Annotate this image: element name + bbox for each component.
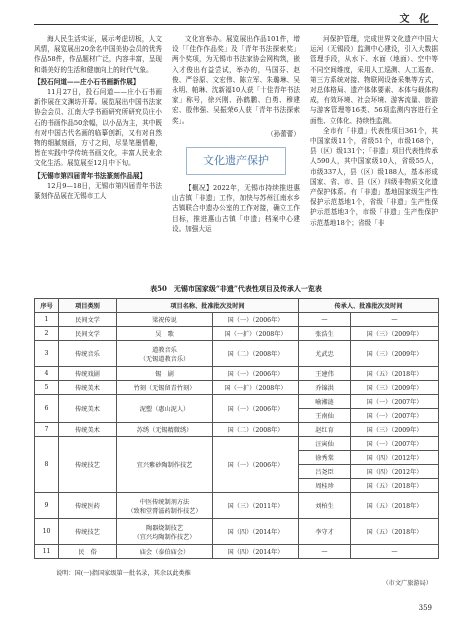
cell-item-batch: 国（四）（2014年） bbox=[213, 519, 299, 545]
article-heading: 【投石问道——庄小石书画新作展】 bbox=[34, 77, 140, 86]
author-byline: （孙蕾蕾） bbox=[267, 129, 300, 138]
paragraph: 文化宫举办。展览展出作品101件，增设「「佳作作品奖」及「青年书法探索奖」两个奖项，为无锡市书法家协会网构筑，嵌入才俊出有益尝试，举办的，马国芬、赵俊、严谷原、文宏伟、陈立军、朱璐琳、吴永明、帕琳、沈新福10人获「十佳青年书法家」称号，徐兴刚、孙鹤鹏、白勇、穆建宏、殷伟强、吴振荣6人获「青年书法探索奖」。 bbox=[172, 35, 300, 125]
table-row bbox=[35, 395, 439, 409]
cell-item-name: 泥塑（惠山泥人） bbox=[117, 395, 213, 423]
table-row bbox=[35, 423, 439, 437]
cell-inheritor-batch: 国（四）（2012年） bbox=[351, 465, 439, 479]
cell-item-batch: 国（二）（2008年） bbox=[213, 423, 299, 437]
cell-item-name: 庙会（泰伯庙会） bbox=[117, 545, 213, 559]
cell-inheritor-batch: 国（一）（2007年） bbox=[351, 395, 439, 409]
cell-category: 传统美术 bbox=[59, 423, 117, 437]
cell-category: 传统戏剧 bbox=[59, 367, 117, 381]
cell-inheritor-batch: 国（三）（2009年） bbox=[351, 341, 439, 367]
cell-number: 11 bbox=[35, 545, 59, 559]
cell-item-batch: 国（一扩）（2008年） bbox=[213, 381, 299, 395]
heritage-table bbox=[34, 298, 439, 559]
section-title: 文 化 bbox=[399, 14, 432, 25]
table-row bbox=[35, 313, 439, 327]
header-cell: 项目名称、批准批次及时间 bbox=[117, 299, 299, 313]
source-credit: （市文广旅游局） bbox=[382, 580, 432, 587]
cell-inheritor: 喻湘涟 bbox=[299, 395, 351, 409]
paragraph: 11月27日，投石问道——庄小石书画新作展在文渊坊开幕。展览展出中国书法家协会会员、江南大学书画研究所研究员庄小石的书画作品50余幅，以小品为主，其中既有对中国古代名画的临摹创新，又有对自然物的细腻刻画，方寸之间，尽显笔墨情趣，皆在实践中学传统书画文化，丰富人民业余文化生活。展览展至12月中下旬。 bbox=[34, 88, 162, 168]
cell-inheritor-batch: 国（三）（2009年） bbox=[351, 423, 439, 437]
cell-number: 8 bbox=[35, 437, 59, 493]
cell-inheritor-batch: 国（五）（2018年） bbox=[351, 479, 439, 493]
cell-item-batch: 国（一）（2006年） bbox=[213, 395, 299, 423]
cell-item-batch: 国（一）（2006年） bbox=[213, 437, 299, 493]
cell-inheritor: 周桂珍 bbox=[299, 479, 351, 493]
cell-item-name: 苏绣（无锡精微绣） bbox=[117, 423, 213, 437]
cell-category: 传统医药 bbox=[59, 493, 117, 519]
table-header-row bbox=[35, 299, 439, 313]
paragraph: 【概况】2022年，无锡市持续推进惠山古镇「非遗」工作，加快与苏州江南水乡古镇联合申遗办公室的工作对接，确立工作目标，推进惠山古镇「申遗」档案中心建设。加强大运 bbox=[172, 184, 300, 233]
cell-item-name: 锡 剧 bbox=[117, 367, 213, 381]
cell-item-name: 道教音乐 （无锡道教音乐） bbox=[117, 341, 213, 367]
table-body bbox=[35, 313, 439, 559]
cell-item-batch: 国（一）（2006年） bbox=[213, 313, 299, 327]
cell-number: 6 bbox=[35, 395, 59, 423]
cell-category: 民间文学 bbox=[59, 327, 117, 341]
cell-inheritor: 李守才 bbox=[299, 519, 351, 545]
text-columns bbox=[34, 34, 438, 274]
cell-category: 民 俗 bbox=[59, 545, 117, 559]
cell-inheritor: — bbox=[299, 313, 351, 327]
cell-inheritor: 张浩生 bbox=[299, 327, 351, 341]
cell-inheritor: 刘柏生 bbox=[299, 493, 351, 519]
cell-category: 传统音乐 bbox=[59, 341, 117, 367]
cell-item-batch: 国（一扩）（2008年） bbox=[213, 327, 299, 341]
cell-inheritor-batch: 国（三）（2009年） bbox=[351, 381, 439, 395]
column-right bbox=[310, 34, 438, 228]
table-row bbox=[35, 327, 439, 341]
table-row bbox=[35, 519, 439, 545]
cell-item-name: 竹刻（无锡留青竹刻） bbox=[117, 381, 213, 395]
cell-item-name: 陶器烧制技艺 （宜兴均陶制作技艺） bbox=[117, 519, 213, 545]
cell-item-batch: 国（二）（2008年） bbox=[213, 341, 299, 367]
table-caption: 表50 无锡市国家级“非遗”代表性项目及传承人一览表 bbox=[150, 284, 322, 293]
article-heading: 【无锡市第四届青年书法篆刻作品展】 bbox=[34, 171, 147, 180]
paragraph: 全市有「非遗」代表性项目361个，其中国家级11个，省级51个，市级168个，县（区）级131个；「非遗」项目代表性传承人590人，其中国家级10人，省级55人，市级337人，县（区）级188人，基本形成国家、省、市、县（区）四级非物质文化遗产保护体系。有「非遗」基地国家级生产性保护示范基地1个，省级「非遗」生产性保护示范基地3个，市级「非遗」生产性保护示范基地18个；省级「非 bbox=[310, 126, 438, 227]
cell-category: 传统美术 bbox=[59, 381, 117, 395]
cell-number: 4 bbox=[35, 367, 59, 381]
cell-inheritor-batch: 国（一）（2007年） bbox=[351, 409, 439, 423]
header-rule bbox=[34, 24, 438, 25]
cell-category: 传统技艺 bbox=[59, 519, 117, 545]
cell-number: 1 bbox=[35, 313, 59, 327]
cell-inheritor: 赵红育 bbox=[299, 423, 351, 437]
cell-category: 民间文学 bbox=[59, 313, 117, 327]
paragraph: 海人民生活实证，展示考虑切板，人文风情，展览展出20余名中国美协会员的优秀作品58件，作品题材广泛，内容丰富，呈现和谐美好的生活和健康向上的时代气象。 bbox=[34, 35, 162, 74]
cell-inheritor-batch: 国（五）（2018年） bbox=[351, 367, 439, 381]
page-number: 359 bbox=[418, 604, 432, 612]
cell-inheritor-batch: 国（五）（2018年） bbox=[351, 493, 439, 519]
cell-inheritor-batch: 国（一）（2007年） bbox=[351, 437, 439, 451]
cell-inheritor-batch: 国（四）（2012年） bbox=[351, 451, 439, 465]
cell-inheritor: 徐秀棠 bbox=[299, 451, 351, 465]
table-row bbox=[35, 381, 439, 395]
cell-inheritor: — bbox=[299, 545, 351, 559]
table-row bbox=[35, 545, 439, 559]
cell-item-batch: 国（一）（2006年） bbox=[213, 367, 299, 381]
table-row bbox=[35, 493, 439, 519]
cell-inheritor-batch: 国（三）（2009年） bbox=[351, 327, 439, 341]
cell-category: 传统美术 bbox=[59, 395, 117, 423]
cell-number: 2 bbox=[35, 327, 59, 341]
cell-inheritor-batch: — bbox=[351, 545, 439, 559]
cell-inheritor: 汪寅仙 bbox=[299, 437, 351, 451]
cell-item-name: 梁祝传说 bbox=[117, 313, 213, 327]
cell-item-batch: 国（三）（2011年） bbox=[213, 493, 299, 519]
cell-inheritor-batch: 国（五）（2018年） bbox=[351, 519, 439, 545]
header-cell: 传承人、批准批次及时间 bbox=[299, 299, 439, 313]
column-middle bbox=[172, 34, 300, 234]
cell-inheritor: 尤武忠 bbox=[299, 341, 351, 367]
cell-number: 9 bbox=[35, 493, 59, 519]
cell-number: 7 bbox=[35, 423, 59, 437]
table-note: 说明：国(一)指国家级第一批名录，其余以此类推 bbox=[56, 570, 191, 577]
cell-category: 传统技艺 bbox=[59, 437, 117, 493]
cell-number: 5 bbox=[35, 381, 59, 395]
cell-item-name: 吴 歌 bbox=[117, 327, 213, 341]
header-cell: 项目类别 bbox=[59, 299, 117, 313]
cell-inheritor: 王建伟 bbox=[299, 367, 351, 381]
cell-inheritor-batch: — bbox=[351, 313, 439, 327]
paragraph: 12月9—18日，无锡市第四届青年书法篆刻作品展在无锡市工人 bbox=[34, 181, 162, 201]
subsection-title-box bbox=[186, 147, 286, 175]
table-row bbox=[35, 437, 439, 451]
cell-item-name: 宜兴紫砂陶制作技艺 bbox=[117, 437, 213, 493]
table-row bbox=[35, 341, 439, 367]
column-left bbox=[34, 34, 162, 201]
cell-inheritor: 王南仙 bbox=[299, 409, 351, 423]
table-row bbox=[35, 367, 439, 381]
cell-item-name: 中医传统制剂方法 （致和堂膏滋药制作技艺） bbox=[117, 493, 213, 519]
header-cell: 序号 bbox=[35, 299, 59, 313]
cell-inheritor: 吕尧臣 bbox=[299, 465, 351, 479]
paragraph: 河保护管理，完成世界文化遗产中国大运河（无锡段）监测中心建设，引入大数据管理手段，从水下、水面（地面）、空中等不同空间维度，采用人工巡测、人工巡查、第三方系统对接、物联网设备采集等方式，对总体格局、遗产体体要素、本体与载体构成，有效环境、社会环境、游客流量、旅游与游客管理等16类、56项监测内容进行全面性、立体化、持续性监测。 bbox=[310, 35, 438, 125]
cell-number: 3 bbox=[35, 341, 59, 367]
subsection-title: 文化遗产保护 bbox=[203, 153, 269, 167]
cell-inheritor: 乔锦洪 bbox=[299, 381, 351, 395]
cell-item-batch: 国（四）（2014年） bbox=[213, 545, 299, 559]
cell-number: 10 bbox=[35, 519, 59, 545]
